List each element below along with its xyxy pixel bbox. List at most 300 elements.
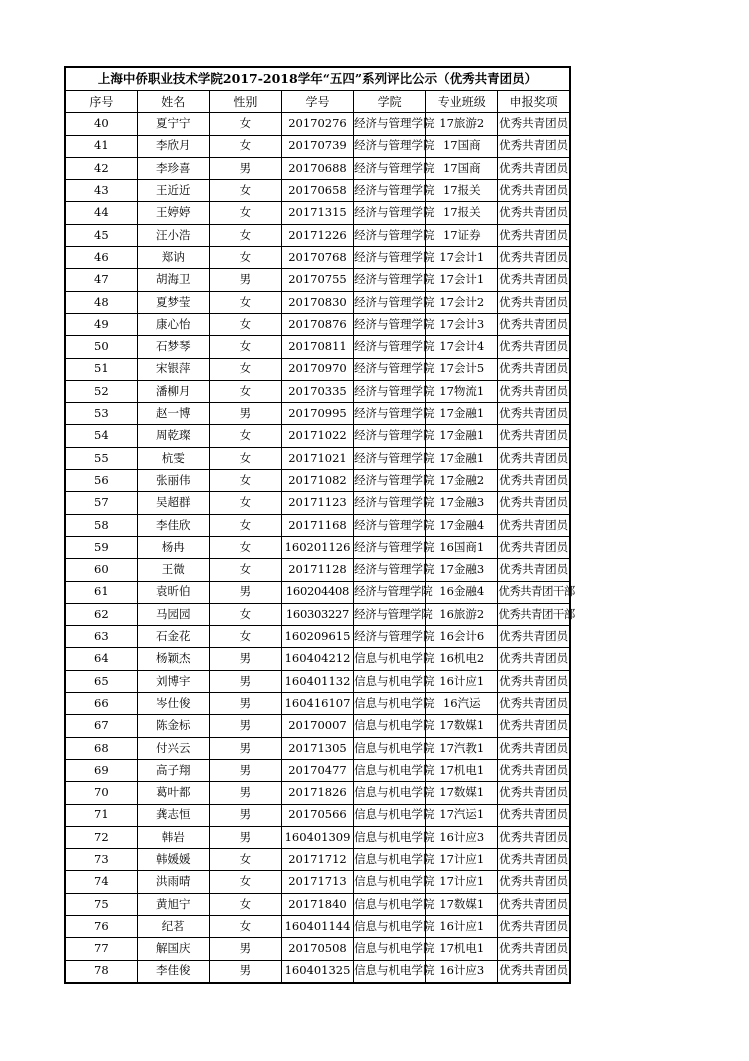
cell-college: 经济与管理学院 — [354, 180, 426, 202]
table-body — [65, 67, 575, 983]
cell-gender: 男 — [209, 670, 281, 692]
table-row — [65, 693, 570, 715]
cell-gender: 男 — [209, 157, 281, 179]
cell-college: 经济与管理学院 — [354, 269, 426, 291]
cell-seq: 74 — [65, 871, 137, 893]
cell-college: 信息与机电学院 — [354, 849, 426, 871]
cell-award: 优秀共青团员 — [498, 224, 570, 246]
cell-class: 17会计2 — [426, 291, 498, 313]
cell-college: 经济与管理学院 — [354, 380, 426, 402]
cell-award: 优秀共青团员 — [498, 425, 570, 447]
cell-seq: 68 — [65, 737, 137, 759]
cell-seq: 48 — [65, 291, 137, 313]
cell-gender: 男 — [209, 782, 281, 804]
cell-student-id: 160404212 — [281, 648, 353, 670]
cell-class: 17金融2 — [426, 470, 498, 492]
cell-student-id: 160204408 — [281, 581, 353, 603]
cell-college: 经济与管理学院 — [354, 425, 426, 447]
cell-student-id: 20170007 — [281, 715, 353, 737]
table-row — [65, 291, 570, 313]
cell-class: 17会计4 — [426, 336, 498, 358]
cell-award: 优秀共青团员 — [498, 960, 570, 983]
cell-gender: 女 — [209, 291, 281, 313]
cell-college: 经济与管理学院 — [354, 447, 426, 469]
cell-seq: 55 — [65, 447, 137, 469]
cell-award: 优秀共青团员 — [498, 826, 570, 848]
cell-gender: 女 — [209, 224, 281, 246]
cell-college: 信息与机电学院 — [354, 648, 426, 670]
cell-name: 赵一博 — [137, 403, 209, 425]
table-row — [65, 470, 570, 492]
cell-college: 信息与机电学院 — [354, 804, 426, 826]
cell-award: 优秀共青团员 — [498, 559, 570, 581]
header-class: 专业班级 — [426, 91, 498, 113]
table-row — [65, 447, 570, 469]
table-row — [65, 938, 570, 960]
cell-college: 信息与机电学院 — [354, 826, 426, 848]
cell-class: 17会计1 — [426, 269, 498, 291]
cell-gender: 女 — [209, 358, 281, 380]
cell-award: 优秀共青团员 — [498, 492, 570, 514]
cell-name: 宋银萍 — [137, 358, 209, 380]
cell-college: 经济与管理学院 — [354, 492, 426, 514]
table-row — [65, 403, 570, 425]
cell-student-id: 20170688 — [281, 157, 353, 179]
cell-name: 吴超群 — [137, 492, 209, 514]
cell-seq: 51 — [65, 358, 137, 380]
cell-student-id: 20171305 — [281, 737, 353, 759]
cell-seq: 57 — [65, 492, 137, 514]
cell-seq: 44 — [65, 202, 137, 224]
cell-seq: 41 — [65, 135, 137, 157]
table-row — [65, 759, 570, 781]
cell-seq: 72 — [65, 826, 137, 848]
cell-award: 优秀共青团员 — [498, 759, 570, 781]
cell-college: 经济与管理学院 — [354, 135, 426, 157]
cell-college: 信息与机电学院 — [354, 782, 426, 804]
cell-college: 信息与机电学院 — [354, 737, 426, 759]
cell-award: 优秀共青团员 — [498, 871, 570, 893]
cell-college: 信息与机电学院 — [354, 670, 426, 692]
cell-seq: 49 — [65, 313, 137, 335]
cell-award: 优秀共青团员 — [498, 938, 570, 960]
cell-college: 经济与管理学院 — [354, 470, 426, 492]
cell-name: 王微 — [137, 559, 209, 581]
cell-gender: 女 — [209, 425, 281, 447]
table-row — [65, 826, 570, 848]
cell-class: 16会计6 — [426, 626, 498, 648]
cell-student-id: 20171713 — [281, 871, 353, 893]
table-row — [65, 536, 570, 558]
table-row — [65, 893, 570, 915]
cell-college: 经济与管理学院 — [354, 403, 426, 425]
cell-name: 韩媛媛 — [137, 849, 209, 871]
cell-college: 信息与机电学院 — [354, 693, 426, 715]
cell-class: 16计应3 — [426, 960, 498, 983]
cell-name: 胡海卫 — [137, 269, 209, 291]
table-row — [65, 960, 570, 983]
cell-class: 17报关 — [426, 202, 498, 224]
cell-seq: 46 — [65, 247, 137, 269]
cell-seq: 61 — [65, 581, 137, 603]
cell-gender: 女 — [209, 447, 281, 469]
cell-student-id: 20170477 — [281, 759, 353, 781]
cell-class: 17物流1 — [426, 380, 498, 402]
cell-seq: 78 — [65, 960, 137, 983]
cell-name: 洪雨晴 — [137, 871, 209, 893]
cell-student-id: 20170566 — [281, 804, 353, 826]
cell-name: 潘柳月 — [137, 380, 209, 402]
cell-class: 17汽教1 — [426, 737, 498, 759]
cell-award: 优秀共青团员 — [498, 180, 570, 202]
table-row — [65, 514, 570, 536]
cell-seq: 76 — [65, 915, 137, 937]
cell-student-id: 20170755 — [281, 269, 353, 291]
cell-class: 17金融4 — [426, 514, 498, 536]
cell-award: 优秀共青团干部 — [498, 581, 570, 603]
cell-student-id: 20171712 — [281, 849, 353, 871]
cell-gender: 女 — [209, 603, 281, 625]
cell-name: 王近近 — [137, 180, 209, 202]
cell-gender: 男 — [209, 938, 281, 960]
cell-student-id: 20171168 — [281, 514, 353, 536]
cell-college: 信息与机电学院 — [354, 715, 426, 737]
cell-seq: 54 — [65, 425, 137, 447]
header-name: 姓名 — [137, 91, 209, 113]
cell-gender: 男 — [209, 759, 281, 781]
cell-student-id: 160201126 — [281, 536, 353, 558]
cell-gender: 男 — [209, 826, 281, 848]
cell-name: 高子翔 — [137, 759, 209, 781]
cell-name: 黄旭宁 — [137, 893, 209, 915]
cell-gender: 女 — [209, 313, 281, 335]
cell-college: 经济与管理学院 — [354, 157, 426, 179]
cell-class: 17机电1 — [426, 759, 498, 781]
cell-award: 优秀共青团员 — [498, 670, 570, 692]
cell-seq: 75 — [65, 893, 137, 915]
cell-student-id: 20171128 — [281, 559, 353, 581]
table-row — [65, 224, 570, 246]
cell-name: 袁昕伯 — [137, 581, 209, 603]
cell-class: 17金融3 — [426, 559, 498, 581]
cell-class: 17会计3 — [426, 313, 498, 335]
cell-student-id: 20170811 — [281, 336, 353, 358]
cell-name: 王婷婷 — [137, 202, 209, 224]
cell-seq: 63 — [65, 626, 137, 648]
cell-college: 经济与管理学院 — [354, 336, 426, 358]
table-row — [65, 626, 570, 648]
cell-student-id: 20171123 — [281, 492, 353, 514]
cell-student-id: 160303227 — [281, 603, 353, 625]
cell-college: 经济与管理学院 — [354, 626, 426, 648]
cell-seq: 60 — [65, 559, 137, 581]
cell-class: 17金融1 — [426, 425, 498, 447]
cell-college: 经济与管理学院 — [354, 536, 426, 558]
cell-name: 李佳欣 — [137, 514, 209, 536]
cell-name: 张丽伟 — [137, 470, 209, 492]
table-row — [65, 715, 570, 737]
cell-college: 信息与机电学院 — [354, 893, 426, 915]
cell-name: 李珍喜 — [137, 157, 209, 179]
cell-award: 优秀共青团员 — [498, 470, 570, 492]
cell-class: 16计应1 — [426, 670, 498, 692]
table-row — [65, 157, 570, 179]
cell-name: 康心怡 — [137, 313, 209, 335]
cell-class: 17国商 — [426, 157, 498, 179]
cell-college: 信息与机电学院 — [354, 871, 426, 893]
cell-college: 经济与管理学院 — [354, 113, 426, 135]
table-row — [65, 425, 570, 447]
cell-award: 优秀共青团员 — [498, 291, 570, 313]
cell-student-id: 20170276 — [281, 113, 353, 135]
document-title: 上海中侨职业技术学院2017-2018学年“五四”系列评比公示（优秀共青团员） — [65, 67, 570, 91]
cell-college: 经济与管理学院 — [354, 358, 426, 380]
cell-name: 汪小浩 — [137, 224, 209, 246]
cell-class: 17数媒1 — [426, 893, 498, 915]
table-row — [65, 313, 570, 335]
cell-gender: 男 — [209, 737, 281, 759]
table-row — [65, 358, 570, 380]
cell-class: 17计应1 — [426, 849, 498, 871]
table-row — [65, 871, 570, 893]
cell-student-id: 160401309 — [281, 826, 353, 848]
cell-seq: 58 — [65, 514, 137, 536]
cell-student-id: 160209615 — [281, 626, 353, 648]
cell-name: 杨冉 — [137, 536, 209, 558]
cell-student-id: 20171021 — [281, 447, 353, 469]
cell-name: 葛叶都 — [137, 782, 209, 804]
cell-seq: 53 — [65, 403, 137, 425]
table-row — [65, 559, 570, 581]
cell-name: 周乾璨 — [137, 425, 209, 447]
award-list-sheet — [64, 66, 575, 984]
cell-gender: 女 — [209, 626, 281, 648]
cell-student-id: 20170995 — [281, 403, 353, 425]
cell-name: 石梦琴 — [137, 336, 209, 358]
cell-student-id: 20170830 — [281, 291, 353, 313]
cell-gender: 女 — [209, 336, 281, 358]
cell-name: 李欣月 — [137, 135, 209, 157]
cell-gender: 男 — [209, 960, 281, 983]
cell-student-id: 20171826 — [281, 782, 353, 804]
cell-award: 优秀共青团员 — [498, 804, 570, 826]
cell-class: 16计应3 — [426, 826, 498, 848]
cell-award: 优秀共青团员 — [498, 626, 570, 648]
cell-gender: 女 — [209, 113, 281, 135]
cell-college: 经济与管理学院 — [354, 247, 426, 269]
table-row — [65, 492, 570, 514]
cell-student-id: 160401325 — [281, 960, 353, 983]
cell-gender: 男 — [209, 693, 281, 715]
table-row — [65, 135, 570, 157]
cell-award: 优秀共青团员 — [498, 403, 570, 425]
table-row — [65, 113, 570, 135]
table-row — [65, 380, 570, 402]
cell-award: 优秀共青团员 — [498, 447, 570, 469]
cell-gender: 女 — [209, 180, 281, 202]
cell-student-id: 20170970 — [281, 358, 353, 380]
cell-award: 优秀共青团员 — [498, 514, 570, 536]
table-row — [65, 648, 570, 670]
cell-name: 石金花 — [137, 626, 209, 648]
cell-college: 信息与机电学院 — [354, 938, 426, 960]
cell-gender: 男 — [209, 581, 281, 603]
cell-student-id: 20170876 — [281, 313, 353, 335]
cell-class: 17会计5 — [426, 358, 498, 380]
cell-award: 优秀共青团员 — [498, 336, 570, 358]
cell-seq: 43 — [65, 180, 137, 202]
cell-award: 优秀共青团员 — [498, 915, 570, 937]
cell-seq: 42 — [65, 157, 137, 179]
cell-award: 优秀共青团员 — [498, 113, 570, 135]
cell-student-id: 160401144 — [281, 915, 353, 937]
cell-class: 16国商1 — [426, 536, 498, 558]
cell-seq: 62 — [65, 603, 137, 625]
header-seq: 序号 — [65, 91, 137, 113]
cell-gender: 女 — [209, 915, 281, 937]
cell-college: 经济与管理学院 — [354, 224, 426, 246]
table-row — [65, 202, 570, 224]
cell-award: 优秀共青团员 — [498, 536, 570, 558]
cell-name: 刘博宇 — [137, 670, 209, 692]
cell-seq: 52 — [65, 380, 137, 402]
cell-college: 信息与机电学院 — [354, 960, 426, 983]
cell-award: 优秀共青团员 — [498, 202, 570, 224]
cell-college: 经济与管理学院 — [354, 559, 426, 581]
cell-name: 纪茗 — [137, 915, 209, 937]
table-row — [65, 849, 570, 871]
cell-gender: 女 — [209, 849, 281, 871]
cell-gender: 女 — [209, 470, 281, 492]
cell-award: 优秀共青团员 — [498, 380, 570, 402]
table-row — [65, 247, 570, 269]
cell-class: 17汽运1 — [426, 804, 498, 826]
cell-seq: 40 — [65, 113, 137, 135]
cell-college: 信息与机电学院 — [354, 759, 426, 781]
cell-class: 16旅游2 — [426, 603, 498, 625]
cell-gender: 女 — [209, 514, 281, 536]
cell-gender: 男 — [209, 804, 281, 826]
cell-seq: 77 — [65, 938, 137, 960]
cell-student-id: 20170335 — [281, 380, 353, 402]
cell-college: 信息与机电学院 — [354, 915, 426, 937]
cell-class: 17金融1 — [426, 447, 498, 469]
table-row — [65, 581, 570, 603]
cell-class: 17数媒1 — [426, 715, 498, 737]
cell-class: 17机电1 — [426, 938, 498, 960]
cell-name: 付兴云 — [137, 737, 209, 759]
cell-class: 17数媒1 — [426, 782, 498, 804]
cell-award: 优秀共青团员 — [498, 715, 570, 737]
cell-student-id: 20170658 — [281, 180, 353, 202]
cell-class: 17报关 — [426, 180, 498, 202]
header-row — [65, 91, 570, 113]
cell-name: 解国庆 — [137, 938, 209, 960]
cell-class: 17金融3 — [426, 492, 498, 514]
cell-class: 17计应1 — [426, 871, 498, 893]
cell-student-id: 20171840 — [281, 893, 353, 915]
cell-seq: 56 — [65, 470, 137, 492]
cell-student-id: 20170739 — [281, 135, 353, 157]
table-row — [65, 737, 570, 759]
cell-seq: 65 — [65, 670, 137, 692]
cell-seq: 64 — [65, 648, 137, 670]
cell-name: 杭雯 — [137, 447, 209, 469]
cell-seq: 67 — [65, 715, 137, 737]
table-row — [65, 670, 570, 692]
cell-student-id: 160416107 — [281, 693, 353, 715]
cell-award: 优秀共青团员 — [498, 135, 570, 157]
cell-college: 经济与管理学院 — [354, 514, 426, 536]
cell-gender: 男 — [209, 403, 281, 425]
table-row — [65, 269, 570, 291]
cell-seq: 69 — [65, 759, 137, 781]
cell-seq: 73 — [65, 849, 137, 871]
table-row — [65, 782, 570, 804]
cell-student-id: 20171315 — [281, 202, 353, 224]
cell-award: 优秀共青团员 — [498, 648, 570, 670]
cell-class: 16机电2 — [426, 648, 498, 670]
cell-name: 韩岩 — [137, 826, 209, 848]
header-gender: 性别 — [209, 91, 281, 113]
award-list-table — [64, 66, 575, 984]
cell-name: 岑仕俊 — [137, 693, 209, 715]
cell-gender: 女 — [209, 871, 281, 893]
cell-college: 经济与管理学院 — [354, 202, 426, 224]
cell-student-id: 160401132 — [281, 670, 353, 692]
cell-gender: 女 — [209, 135, 281, 157]
header-college: 学院 — [354, 91, 426, 113]
cell-student-id: 20171226 — [281, 224, 353, 246]
title-row — [65, 67, 570, 91]
cell-award: 优秀共青团员 — [498, 313, 570, 335]
cell-seq: 70 — [65, 782, 137, 804]
cell-gender: 女 — [209, 536, 281, 558]
cell-college: 经济与管理学院 — [354, 313, 426, 335]
cell-gender: 女 — [209, 380, 281, 402]
cell-class: 16金融4 — [426, 581, 498, 603]
cell-award: 优秀共青团员 — [498, 693, 570, 715]
cell-gender: 女 — [209, 893, 281, 915]
cell-gender: 女 — [209, 559, 281, 581]
cell-class: 17旅游2 — [426, 113, 498, 135]
cell-award: 优秀共青团员 — [498, 157, 570, 179]
table-row — [65, 915, 570, 937]
cell-student-id: 20170768 — [281, 247, 353, 269]
cell-class: 17证券 — [426, 224, 498, 246]
cell-gender: 男 — [209, 648, 281, 670]
cell-name: 马园园 — [137, 603, 209, 625]
cell-seq: 71 — [65, 804, 137, 826]
cell-gender: 女 — [209, 492, 281, 514]
table-row — [65, 804, 570, 826]
cell-name: 杨颖杰 — [137, 648, 209, 670]
table-row — [65, 603, 570, 625]
cell-student-id: 20171082 — [281, 470, 353, 492]
cell-seq: 45 — [65, 224, 137, 246]
cell-name: 郑讷 — [137, 247, 209, 269]
cell-student-id: 20170508 — [281, 938, 353, 960]
cell-gender: 男 — [209, 269, 281, 291]
cell-name: 夏梦莹 — [137, 291, 209, 313]
table-row — [65, 180, 570, 202]
cell-seq: 47 — [65, 269, 137, 291]
table-row — [65, 336, 570, 358]
header-student-id: 学号 — [281, 91, 353, 113]
cell-award: 优秀共青团员 — [498, 737, 570, 759]
cell-gender: 男 — [209, 715, 281, 737]
cell-class: 17国商 — [426, 135, 498, 157]
